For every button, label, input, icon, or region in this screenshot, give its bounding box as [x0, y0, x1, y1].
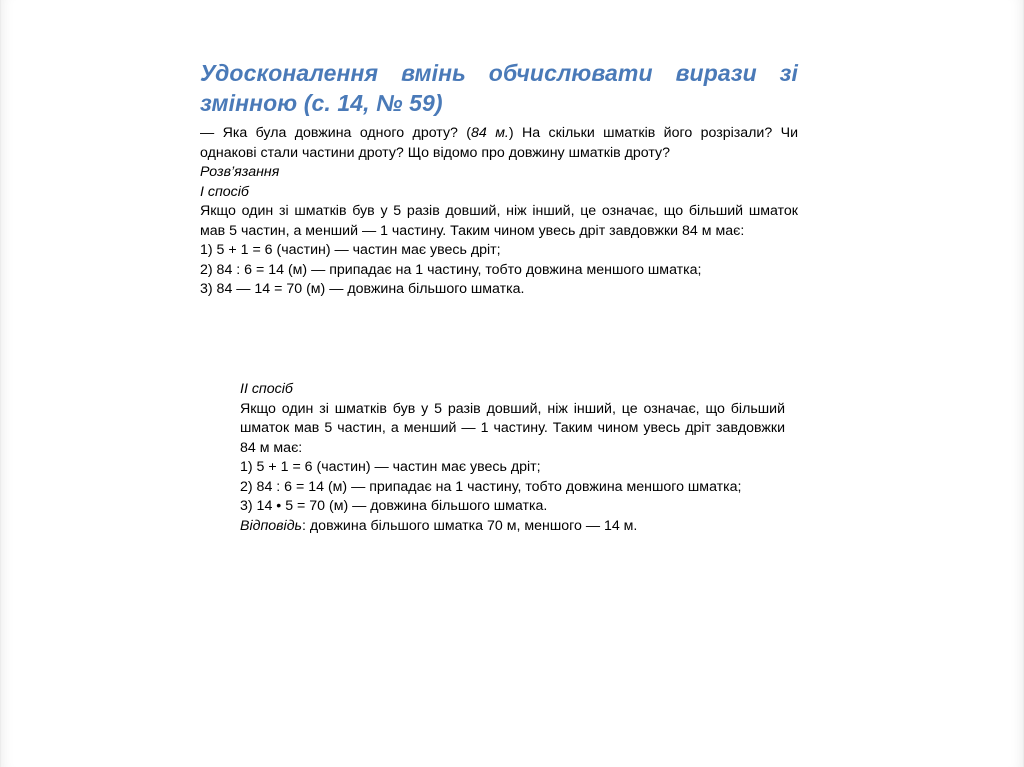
- answer-line: [240, 517, 785, 537]
- solution-block-1: [200, 58, 798, 300]
- question-answer: 84 м.: [471, 125, 509, 141]
- question-paragraph: [200, 124, 798, 163]
- method-1-label: І спосіб: [200, 183, 249, 200]
- answer-label: Відповідь: [240, 517, 303, 534]
- method-1-step-1: 1) 5 + 1 = 6 (частин) — частин має увесь дріт;: [200, 242, 501, 258]
- solution-block-2: [240, 380, 785, 536]
- method-1-reasoning: Якщо один зі шматків був у 5 разів довший, ніж інший, це означає, що більший шматок мав 5 частин, а менший — 1 частину. Таким чином увесь дріт завдовжки 84 м має:: [200, 203, 798, 239]
- method-2-step-2: 2) 84 : 6 = 14 (м) — припадає на 1 частину, тобто довжина меншого шматка;: [240, 478, 742, 495]
- method-1-step-3: 3) 84 — 14 = 70 (м) — довжина більшого шматка.: [200, 281, 525, 297]
- solution-label: Розв’язання: [200, 164, 280, 180]
- method-2-reasoning: Якщо один зі шматків був у 5 разів довший, ніж інший, це означає, що більший шматок мав 5 частин, а менший — 1 частину. Таким чином увесь дріт завдовжки 84 м має:: [240, 400, 785, 456]
- answer-text: : довжина більшого шматка 70 м, меншого — 14 м.: [302, 517, 638, 534]
- question-part-1: — Яка була довжина одного дроту? (: [200, 125, 472, 141]
- method-2-label: ІІ спосіб: [240, 381, 293, 397]
- slide-title: Удосконалення вмінь обчислювати вирази зі змінною (с. 14, № 59): [200, 60, 798, 116]
- method-1-step-2: 2) 84 : 6 = 14 (м) — припадає на 1 частину, тобто довжина меншого шматка;: [200, 261, 702, 278]
- method-2-step-1: 1) 5 + 1 = 6 (частин) — частин має увесь дріт;: [240, 459, 541, 475]
- question-part-2: ) На скільки шматків його розрізали? Чи однакові стали частини дроту? Що відомо про довжину шматків дроту?: [200, 125, 799, 161]
- method-2-step-3: 3) 14 • 5 = 70 (м) — довжина більшого шматка.: [240, 498, 548, 514]
